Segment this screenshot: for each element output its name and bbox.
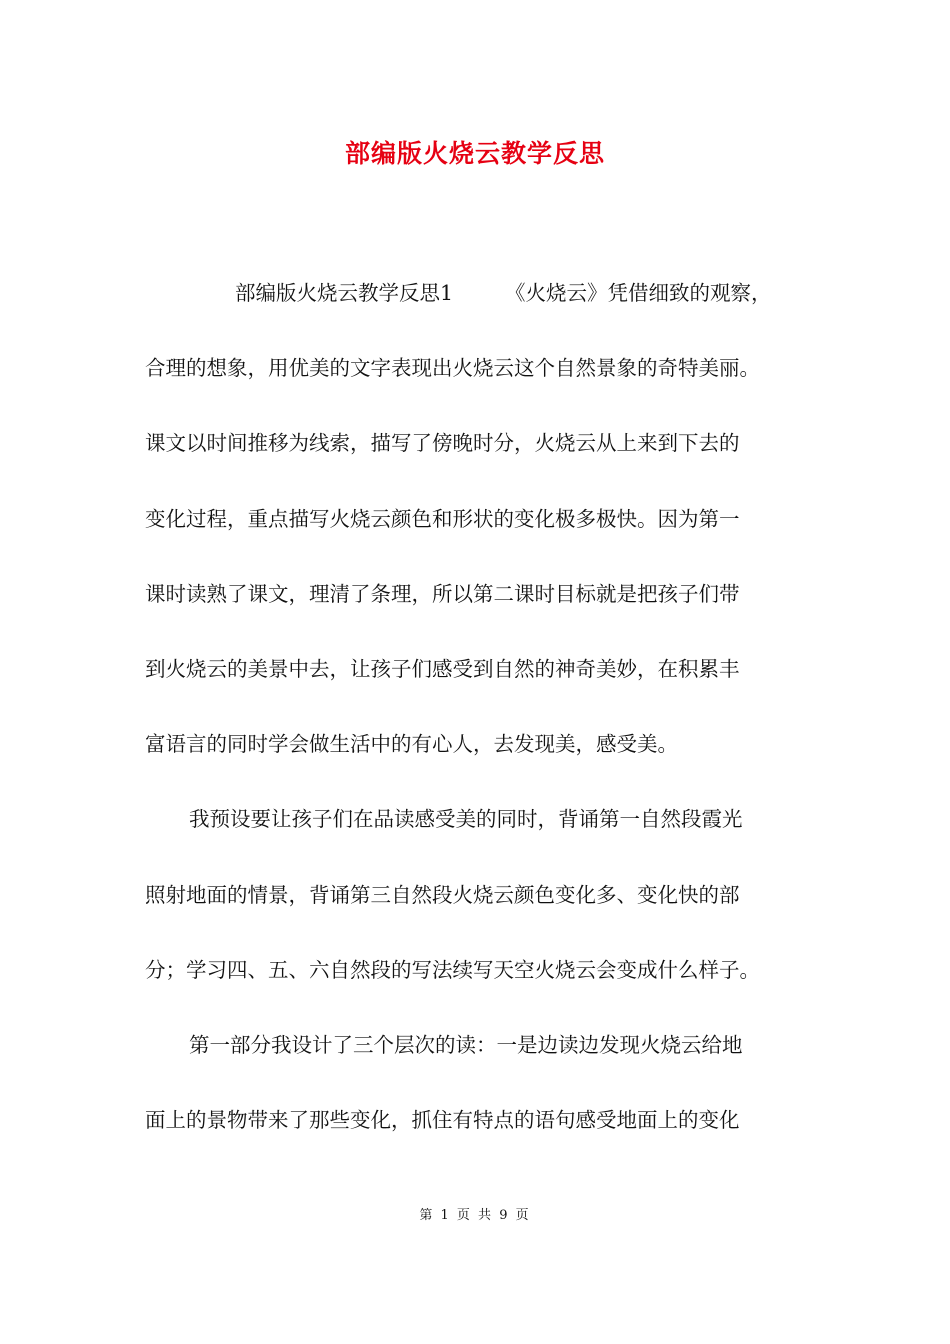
paragraph-line-7: 富语言的同时学会做生活中的有心人，去发现美，感受美。	[145, 732, 678, 757]
paragraph-line-9: 照射地面的情景，背诵第三自然段火烧云颜色变化多、变化快的部	[145, 882, 740, 907]
paragraph-line-1	[145, 272, 815, 347]
paragraph-line-11: 第一部分我设计了三个层次的读：一是边读边发现火烧云给地	[189, 1032, 743, 1057]
paragraph-line-3: 课文以时间推移为线索，描写了傍晚时分，火烧云从上来到下去的	[145, 431, 740, 456]
section-heading: 部编版火烧云教学反思1	[235, 281, 454, 305]
document-body	[145, 272, 815, 1174]
paragraph-line-6: 到火烧云的美景中去，让孩子们感受到自然的神奇美妙，在积累丰	[145, 656, 740, 681]
paragraph-line-8: 我预设要让孩子们在品读感受美的同时，背诵第一自然段霞光	[189, 807, 743, 832]
page-number: 第 1 页 共 9 页	[419, 1208, 531, 1223]
paragraph-line-4: 变化过程，重点描写火烧云颜色和形状的变化极多极快。因为第一	[145, 506, 740, 531]
paragraph-line-5: 课时读熟了课文，理清了条理，所以第二课时目标就是把孩子们带	[145, 581, 740, 606]
paragraph-line-10: 分；学习四、五、六自然段的写法续写天空火烧云会变成什么样子。	[145, 957, 760, 982]
paragraph-line-2: 合理的想象，用优美的文字表现出火烧云这个自然景象的奇特美丽。	[145, 356, 760, 381]
paragraph-text: 《火烧云》凭借细致的观察，	[505, 281, 772, 305]
document-title: 部编版火烧云教学反思	[344, 139, 605, 168]
paragraph-line-12: 面上的景物带来了那些变化，抓住有特点的语句感受地面上的变化	[145, 1108, 740, 1133]
